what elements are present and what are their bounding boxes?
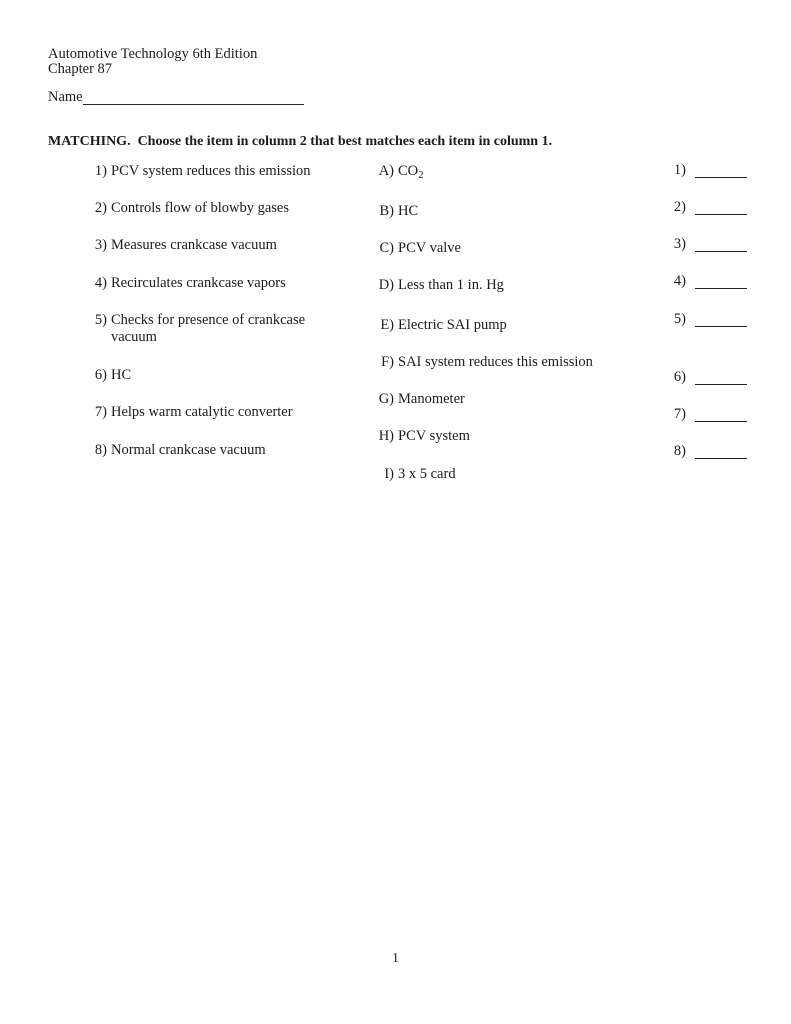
column2-item-i [374, 466, 674, 483]
name-label: Name [48, 89, 83, 105]
item-letter: E) [380, 317, 394, 333]
answer-blank[interactable] [695, 444, 747, 459]
answer-blank[interactable] [695, 200, 747, 215]
answer-blank[interactable] [695, 407, 747, 422]
item-text [398, 163, 424, 184]
item-text: Helps warm catalytic converter [111, 404, 293, 420]
answer-row-5 [655, 311, 747, 327]
item-text: SAI system reduces this emission [398, 354, 593, 370]
item-letter: C) [379, 240, 394, 256]
answer-number: 7) [673, 406, 686, 422]
column1-item-4 [90, 275, 330, 292]
item-text: PCV system reduces this emission [111, 163, 311, 179]
answer-row-7 [655, 406, 747, 422]
answer-number: 8) [673, 443, 686, 459]
column1-item-8 [90, 442, 330, 459]
answer-blank[interactable] [695, 274, 747, 289]
column2-item-c [374, 240, 674, 257]
item-text: Controls flow of blowby gases [111, 200, 290, 216]
name-row [48, 90, 304, 105]
column1-item-1 [90, 163, 330, 180]
item-number: 7) [94, 404, 107, 420]
answer-number: 3) [673, 236, 686, 252]
item-text: Measures crankcase vacuum [111, 237, 277, 253]
item-number: 6) [94, 367, 107, 383]
item-text: Recirculates crankcase vapors [111, 275, 286, 291]
item-text: Normal crankcase vacuum [111, 442, 266, 458]
column2-item-f [374, 354, 674, 371]
item-letter: F) [381, 354, 394, 370]
item-number: 8) [94, 442, 107, 458]
item-number: 5) [94, 312, 107, 328]
item-letter: I) [384, 466, 394, 482]
answer-row-4 [655, 273, 747, 289]
answer-row-2 [655, 199, 747, 215]
subscript: 2 [418, 169, 424, 181]
column1-item-7 [90, 404, 330, 421]
answer-number: 1) [673, 162, 686, 178]
answer-number: 4) [673, 273, 686, 289]
item-text: HC [111, 367, 132, 383]
answer-number: 2) [673, 199, 686, 215]
column2-item-b [374, 203, 674, 220]
column2-item-g [374, 391, 674, 408]
column1-item-5 [90, 312, 330, 346]
column1-item-2 [90, 200, 330, 217]
item-letter: H) [378, 428, 394, 444]
column1-item-3 [90, 237, 330, 254]
item-text: PCV valve [398, 240, 461, 256]
item-letter: D) [378, 277, 394, 293]
book-title: Automotive Technology 6th Edition [48, 46, 258, 62]
item-number: 1) [94, 163, 107, 179]
answer-row-8 [655, 443, 747, 459]
item-text-main: CO [398, 163, 419, 179]
item-text: PCV system [398, 428, 470, 444]
answer-row-6 [655, 369, 747, 385]
item-text: Less than 1 in. Hg [398, 277, 504, 293]
item-letter: B) [379, 203, 394, 219]
name-blank-line[interactable] [83, 91, 304, 105]
answer-blank[interactable] [695, 237, 747, 252]
page-number: 1 [392, 950, 399, 965]
answer-blank[interactable] [695, 312, 747, 327]
answer-number: 6) [673, 369, 686, 385]
column2-item-e [374, 317, 674, 334]
column2-item-d [374, 277, 674, 294]
answer-number: 5) [673, 311, 686, 327]
answer-row-3 [655, 236, 747, 252]
answer-blank[interactable] [695, 163, 747, 178]
item-number: 2) [94, 200, 107, 216]
column2-item-a [374, 163, 674, 184]
item-letter: A) [378, 163, 394, 179]
matching-instructions: MATCHING. Choose the item in column 2 that best matches each item in column 1. [48, 134, 553, 149]
answer-row-1 [655, 162, 747, 178]
item-text: HC [398, 203, 419, 219]
document-header [48, 47, 257, 76]
column1-item-6 [90, 367, 330, 384]
item-text: Checks for presence of crankcase vacuum [111, 312, 306, 345]
item-text: Manometer [398, 391, 465, 407]
item-text: Electric SAI pump [398, 317, 507, 333]
item-letter: G) [378, 391, 394, 407]
answer-blank[interactable] [695, 370, 747, 385]
item-text: 3 x 5 card [398, 466, 456, 482]
item-number: 3) [94, 237, 107, 253]
column2-item-h [374, 428, 674, 445]
chapter-label: Chapter 87 [48, 60, 113, 77]
item-number: 4) [94, 275, 107, 291]
